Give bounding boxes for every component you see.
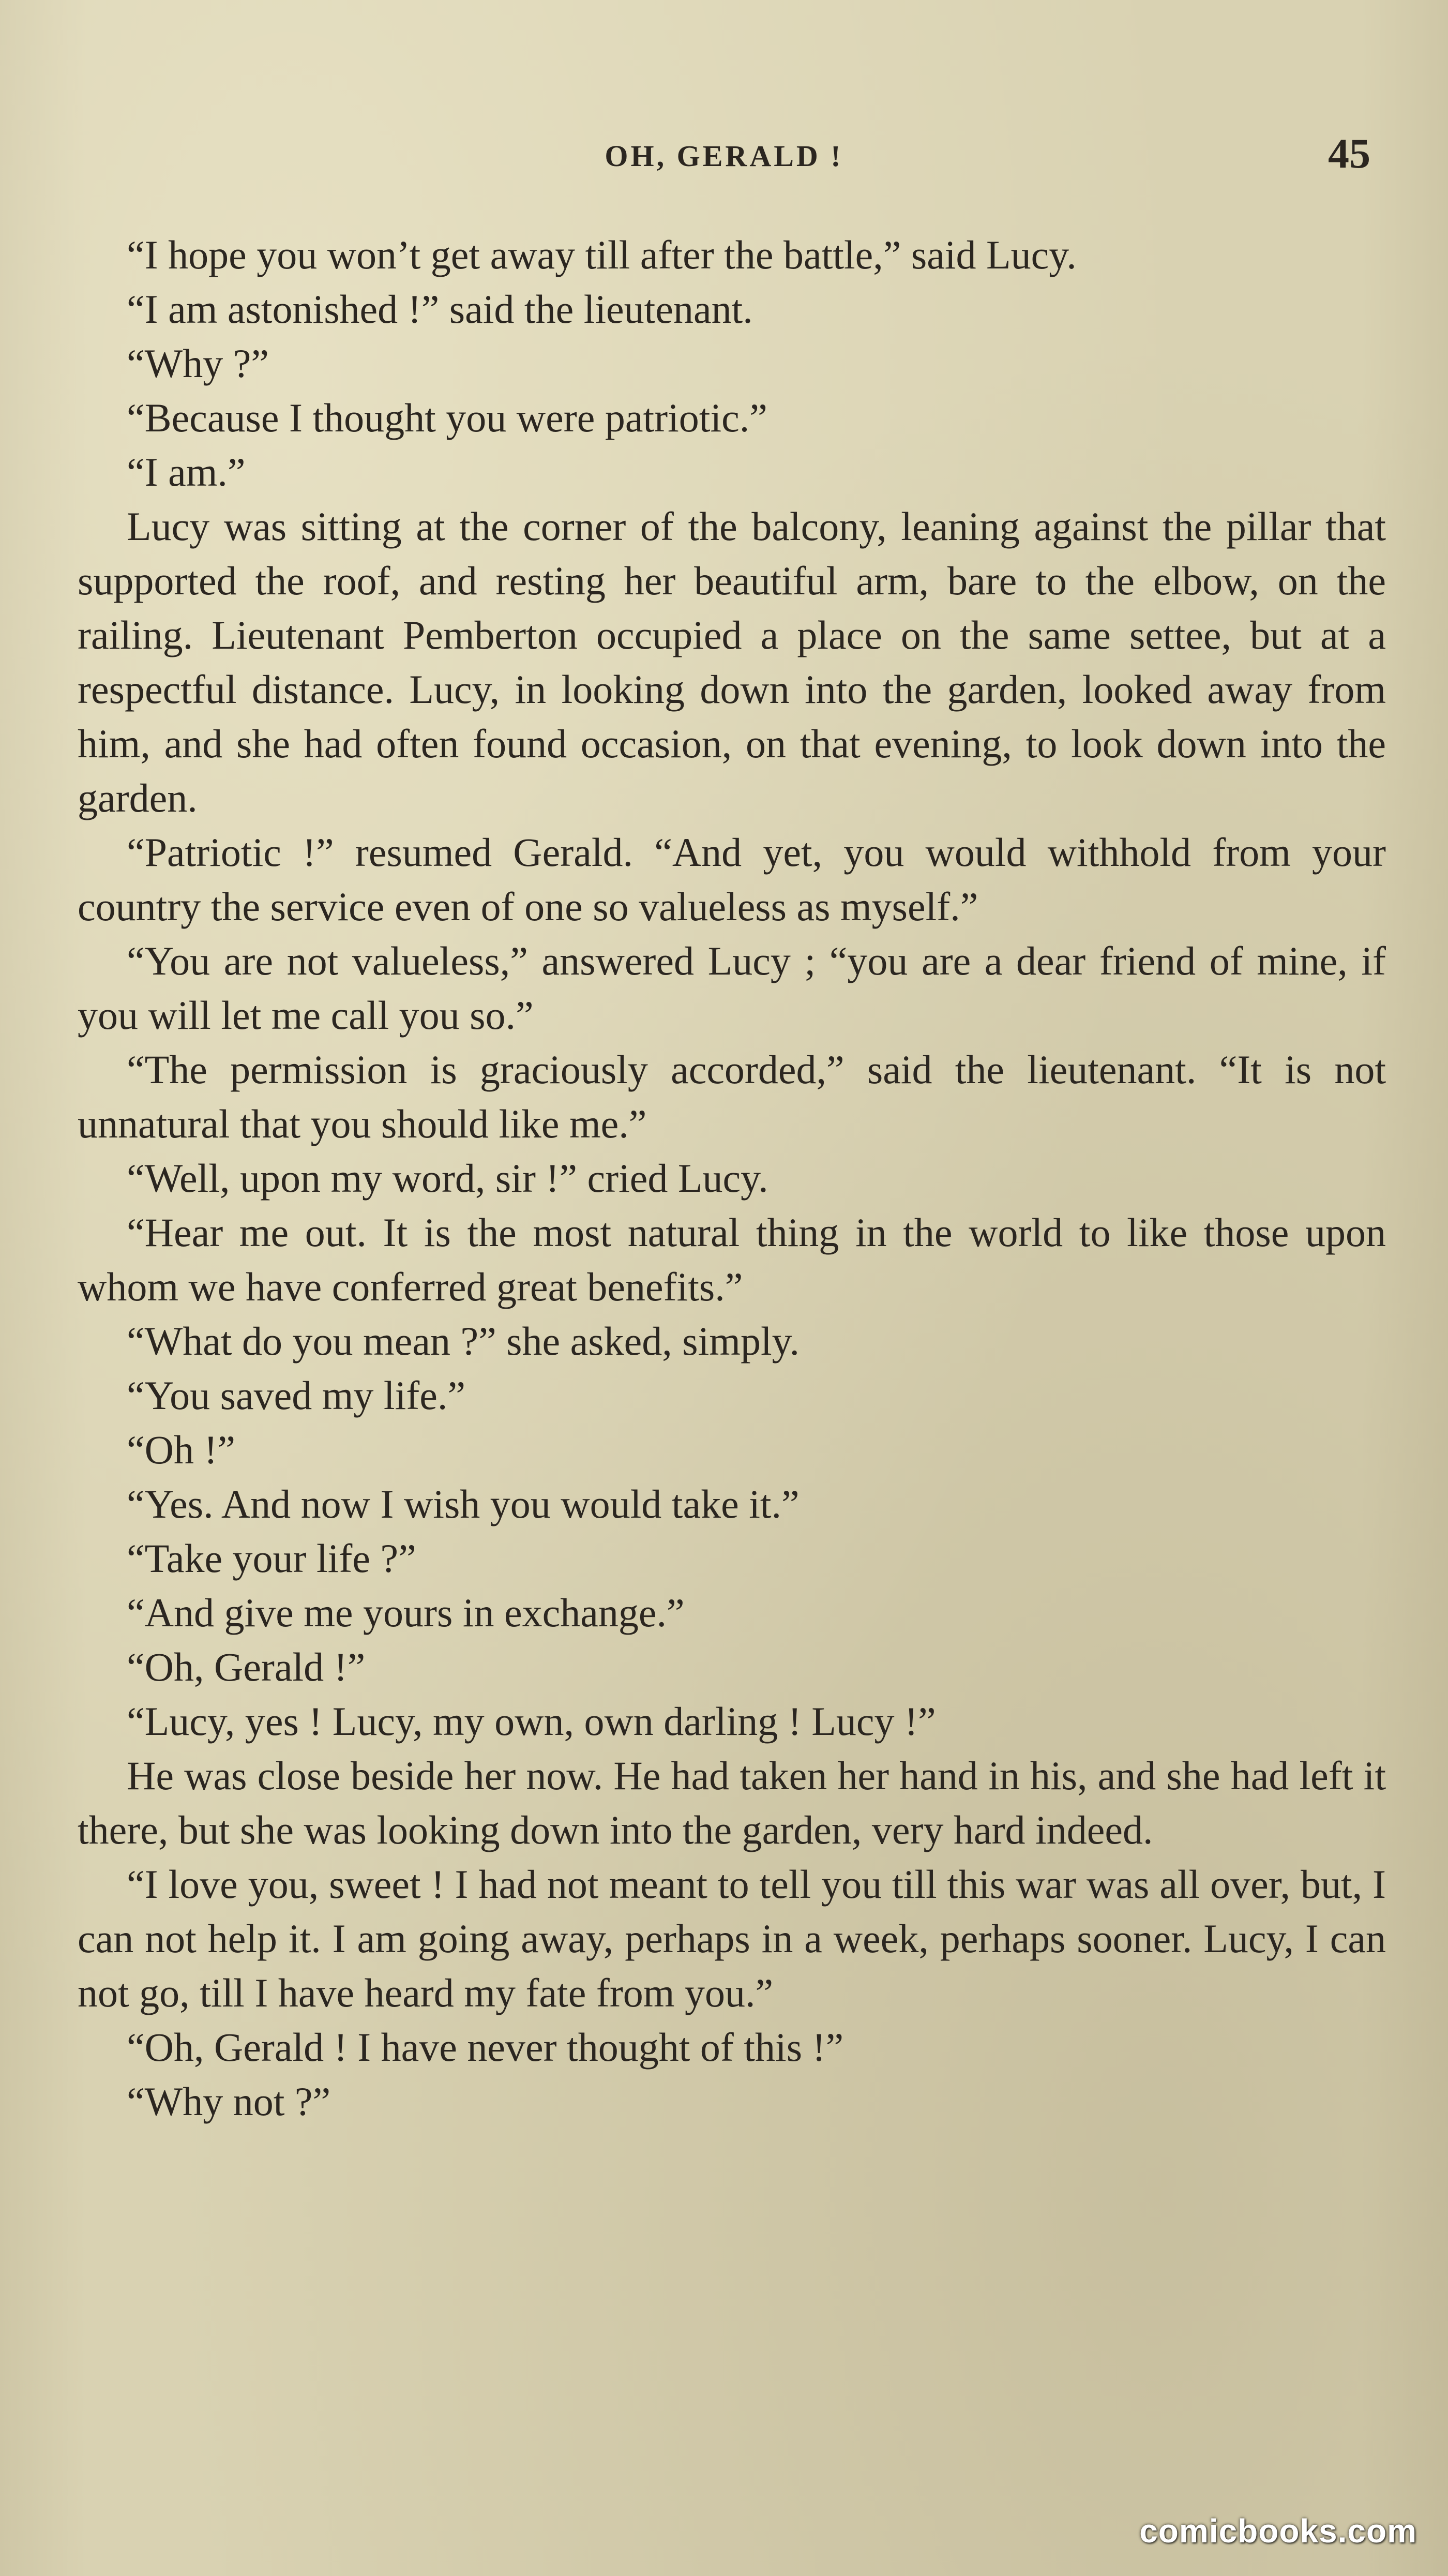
paragraph: “You are not valueless,” answered Lucy ; “you are a dear friend of mine, if you will let me call you so.”: [78, 938, 1386, 1038]
paragraph: “Why ?”: [127, 341, 269, 386]
watermark: comicbooks.com: [1139, 2512, 1417, 2550]
paragraph: “Oh, Gerald ! I have never thought of this !”: [127, 2025, 844, 2070]
paragraph: “Patriotic !” resumed Gerald. “And yet, you would withhold from your country the service even of one so valueless as myself.”: [78, 830, 1386, 929]
paragraph: “You saved my life.”: [127, 1373, 465, 1418]
page-number: 45: [1328, 130, 1370, 177]
page-header: [78, 129, 1370, 186]
paragraph: “What do you mean ?” she asked, simply.: [127, 1319, 800, 1364]
paragraph: “Well, upon my word, sir !” cried Lucy.: [127, 1156, 768, 1201]
paragraph: “I hope you won’t get away till after the battle,” said Lucy.: [127, 232, 1077, 277]
paragraph: “I love you, sweet ! I had not meant to tell you till this war was all over, but, I can not help it. I am going away, perhaps in a week, perhaps sooner. Lucy, I can not go, till I have heard my fate from you.”: [78, 1862, 1386, 2015]
paragraph: “Oh !”: [127, 1427, 236, 1472]
running-title: OH, GERALD !: [605, 139, 843, 173]
paragraph: He was close beside her now. He had taken her hand in his, and she had left it there, but she was looking down into the garden, very hard indeed.: [78, 1753, 1386, 1852]
paragraph: “Oh, Gerald !”: [127, 1644, 366, 1689]
paragraph: “I am.”: [127, 450, 246, 495]
paragraph: “And give me yours in exchange.”: [127, 1590, 685, 1635]
paragraph: “Take your life ?”: [127, 1536, 416, 1581]
paragraph: “I am astonished !” said the lieutenant.: [127, 287, 753, 332]
paragraph: “Lucy, yes ! Lucy, my own, own darling ! Lucy !”: [127, 1699, 936, 1744]
paragraph: “Yes. And now I wish you would take it.”: [127, 1481, 800, 1526]
paragraph: “The permission is graciously accorded,” said the lieutenant. “It is not unnatural that you should like me.”: [78, 1047, 1386, 1146]
paragraph: Lucy was sitting at the corner of the balcony, leaning against the pillar that supported the roof, and resting her beautiful arm, bare to the elbow, on the railing. Lieutenant Pemberton occupied a place on the same settee, but at a respectful distance. Lucy, in looking down into the garden, looked away from him, and she had often found occasion, on that evening, to look down into the garden.: [78, 504, 1386, 820]
body-text: [78, 228, 1386, 2129]
paragraph: “Because I thought you were patriotic.”: [127, 395, 767, 440]
paragraph: “Hear me out. It is the most natural thing in the world to like those upon whom we have conferred great benefits.”: [78, 1210, 1386, 1309]
paragraph: “Why not ?”: [127, 2079, 331, 2124]
